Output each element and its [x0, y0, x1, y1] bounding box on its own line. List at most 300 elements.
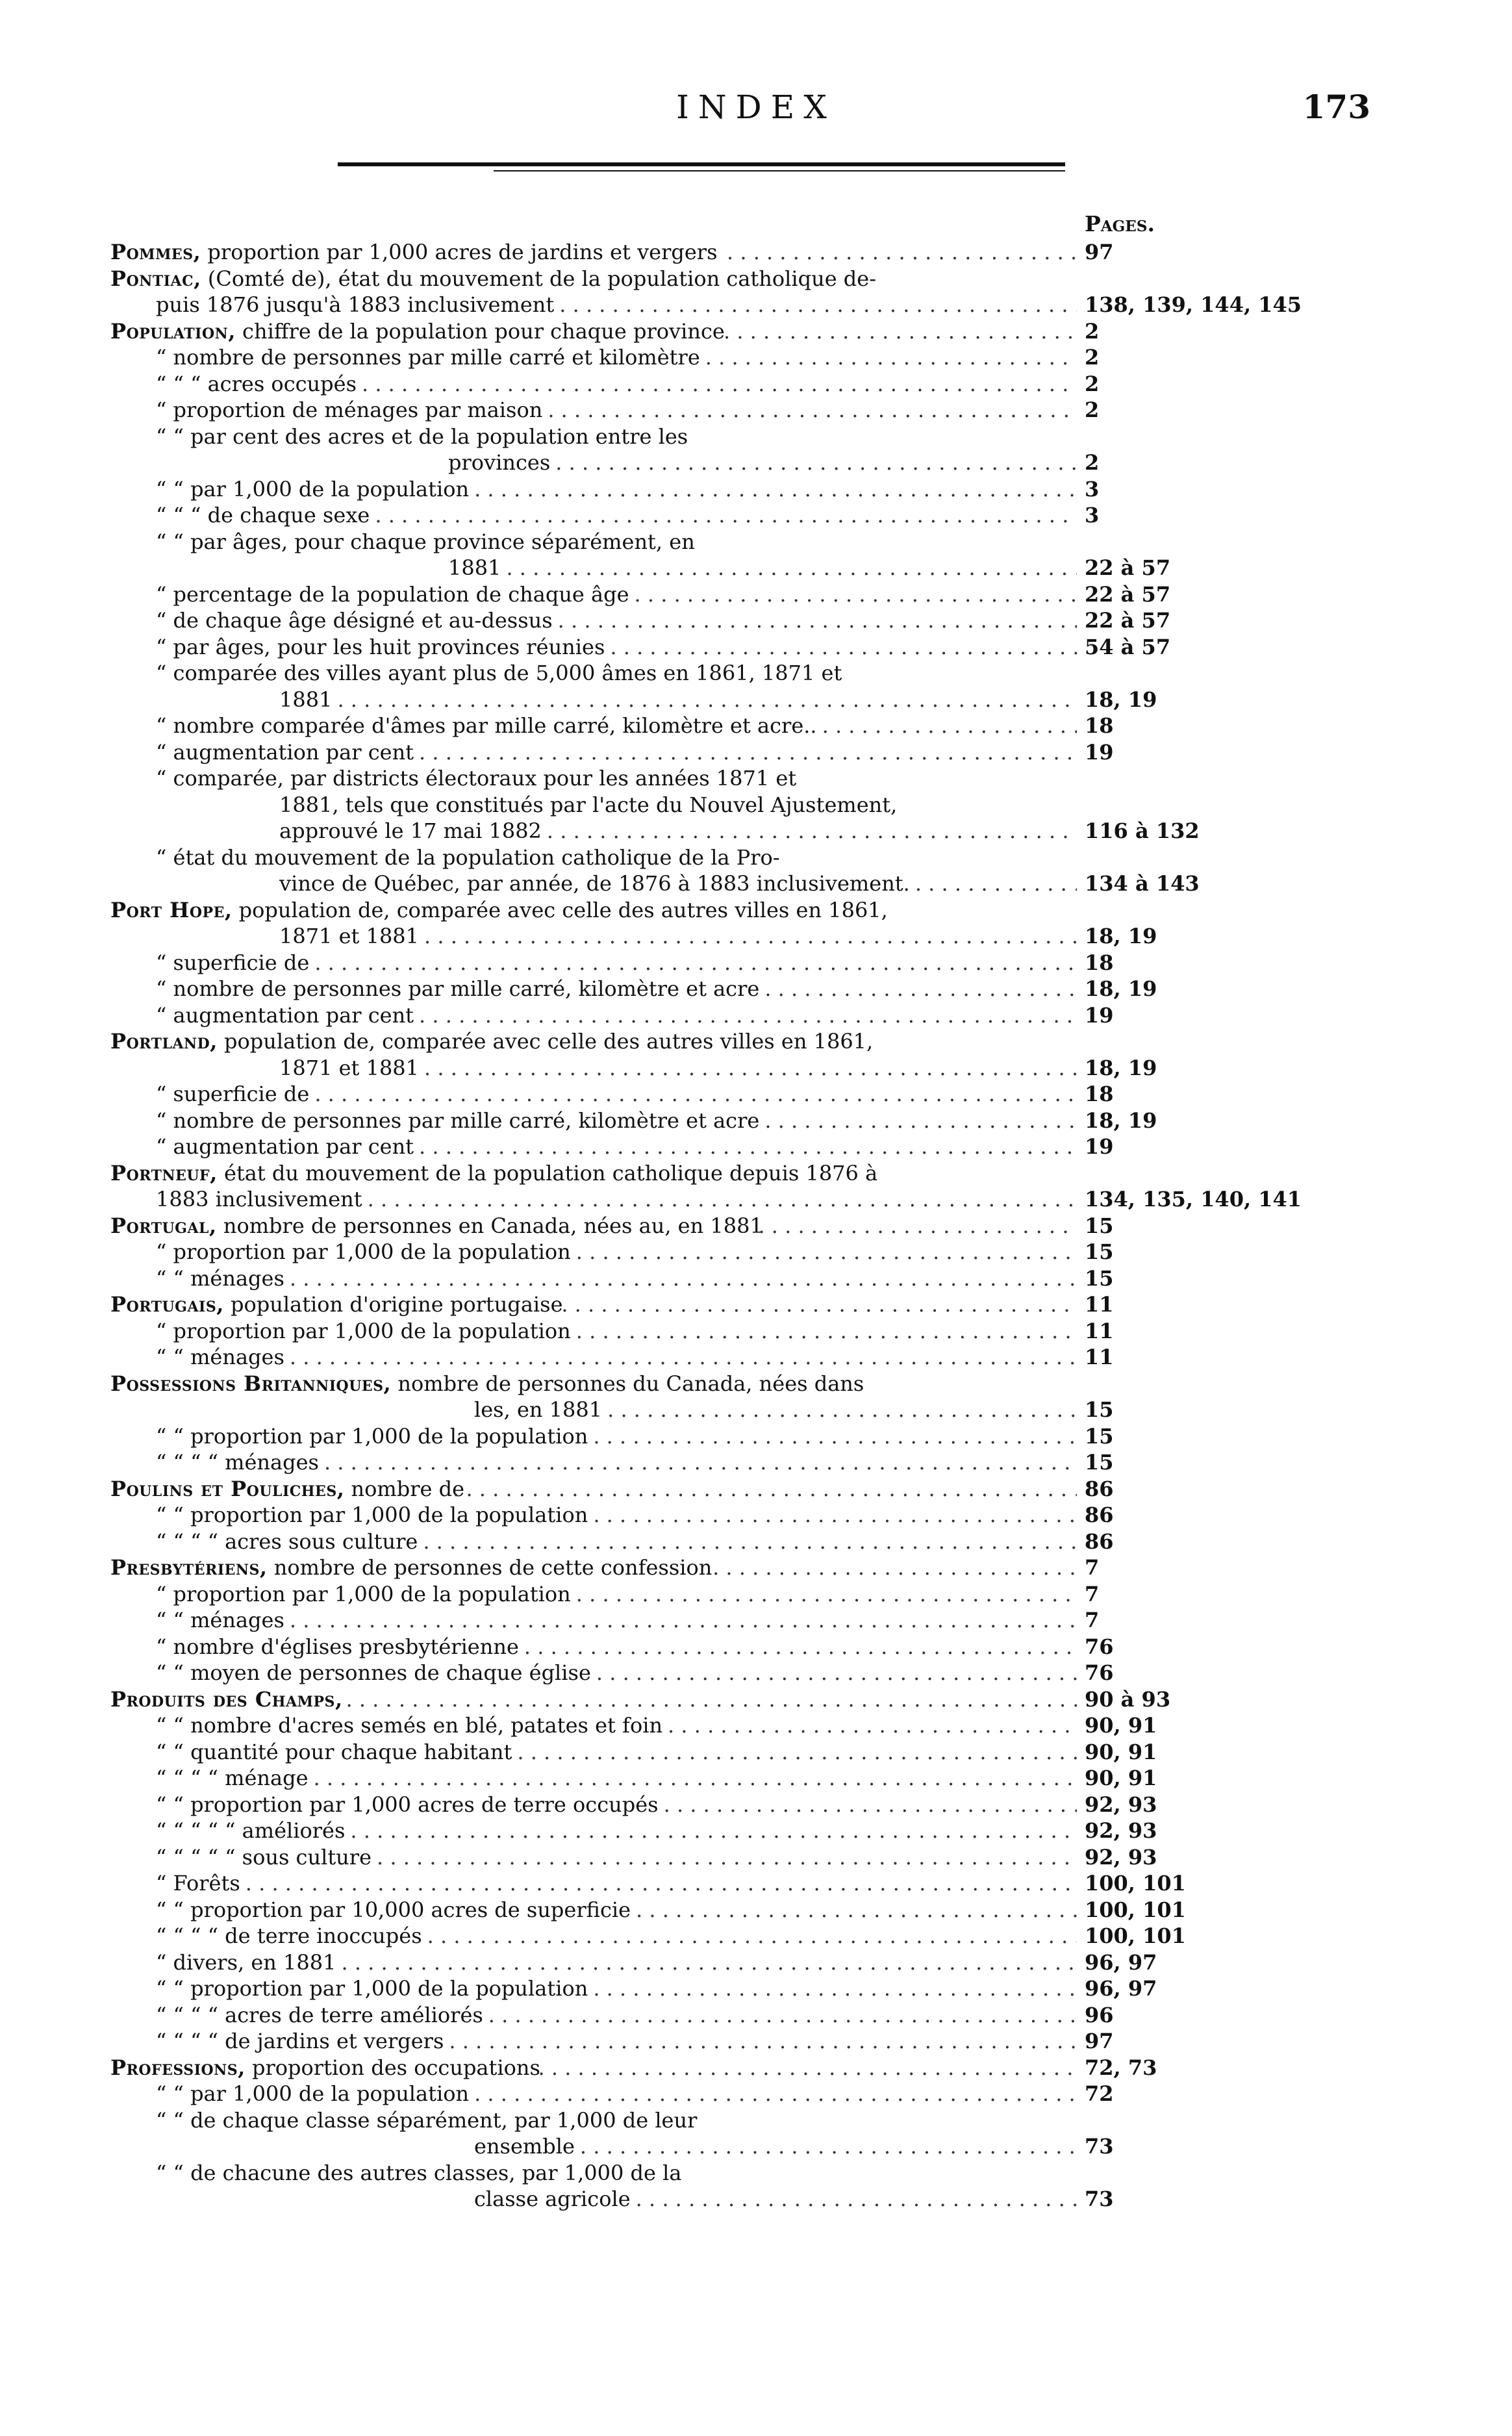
entry-pages: 22 à 57	[1085, 555, 1171, 580]
entry-pages: 54 à 57	[1085, 634, 1171, 659]
entry-description: “ “ de chaque classe séparément, par 1,000 de leur	[156, 2107, 698, 2133]
entry-description: “ “ par cent des acres et de la population entre les	[156, 424, 688, 449]
entry-description: “ par âges, pour les huit provinces réunies	[156, 634, 605, 659]
entry-description: “ “ “ “ de jardins et vergers	[156, 2029, 444, 2053]
leader-dots	[368, 1186, 1077, 1213]
entry-heading: Population,	[110, 318, 236, 344]
entry-pages: 73	[1085, 2134, 1114, 2159]
index-entry	[110, 1002, 1254, 1029]
entry-description: “ comparée des villes ayant plus de 5,000 âmes en 1861, 1871 et	[156, 661, 842, 685]
entry-pages: 3	[1085, 476, 1100, 501]
index-entry	[110, 1923, 1254, 1949]
leader-dots	[488, 2002, 1077, 2029]
entry-description: population d'origine portugaise	[231, 1292, 563, 1317]
entry-pages: 7	[1085, 1581, 1100, 1606]
leader-dots	[727, 239, 1077, 266]
leader-dots	[712, 1554, 1077, 1581]
index-entry	[110, 1975, 1254, 2002]
entry-description: “ “ proportion par 1,000 de la population	[156, 1976, 588, 2001]
index-entry	[110, 1686, 1254, 1713]
entry-text	[156, 344, 700, 371]
entry-description: “ de chaque âge désigné et au-dessus	[156, 608, 553, 633]
leader-dots	[576, 1318, 1077, 1345]
leader-dots	[635, 581, 1077, 608]
entry-text	[110, 318, 725, 345]
entry-description: ensemble	[474, 2134, 575, 2159]
leader-dots	[664, 1792, 1077, 1818]
entry-text	[156, 1449, 319, 1476]
index-entry	[110, 687, 1254, 713]
entry-text	[156, 397, 542, 424]
entry-pages: 134 à 143	[1085, 871, 1200, 896]
index-entry	[110, 1344, 1254, 1371]
entry-pages: 15	[1085, 1239, 1114, 1264]
entry-pages: 86	[1085, 1503, 1114, 1527]
entry-description: “ “ “ “ acres de terre améliorés	[156, 2002, 483, 2027]
entry-text	[279, 687, 332, 713]
entry-text	[110, 1686, 343, 1713]
leader-dots	[593, 1502, 1077, 1529]
leader-dots	[548, 397, 1077, 424]
entry-pages: 134, 135, 140, 141	[1085, 1187, 1302, 1212]
entry-pages: 22 à 57	[1085, 608, 1171, 633]
header-rule	[338, 162, 1065, 166]
entry-description: “ augmentation par cent	[156, 739, 414, 765]
index-entry	[110, 555, 1254, 581]
entry-text	[156, 529, 695, 555]
entry-text	[156, 1818, 345, 1844]
entry-heading: Poulins et Pouliches,	[110, 1476, 345, 1501]
index-entry	[110, 2133, 1254, 2160]
entry-text	[474, 1397, 602, 1423]
entry-description: “ “ “ “ ménage	[156, 1766, 309, 1790]
leader-dots	[576, 1581, 1077, 1608]
entry-text	[156, 1529, 418, 1555]
index-entries	[110, 239, 1302, 2213]
entry-heading: Portugal,	[110, 1213, 217, 1238]
index-entry	[110, 1265, 1254, 1292]
entry-description: les, en 1881	[474, 1397, 603, 1422]
entry-text	[156, 1502, 588, 1529]
entry-pages: 22 à 57	[1085, 581, 1171, 607]
entry-pages: 11	[1085, 1345, 1114, 1369]
index-entry	[110, 344, 1254, 371]
index-entry	[110, 2186, 1254, 2213]
index-entry	[110, 424, 1254, 450]
entry-text	[110, 1028, 873, 1055]
entry-text	[110, 1160, 877, 1187]
entry-text	[156, 844, 780, 871]
index-entry	[110, 660, 1254, 687]
entry-text	[156, 1792, 659, 1818]
entry-text	[110, 239, 718, 266]
entry-text	[156, 292, 554, 318]
entry-description: “ proportion de ménages par maison	[156, 398, 543, 422]
entry-pages: 92, 93	[1085, 1792, 1157, 1817]
leader-dots	[350, 1818, 1077, 1844]
index-entry	[110, 1581, 1254, 1608]
entry-text	[448, 450, 550, 476]
entry-description: “ “ moyen de personnes de chaque église	[156, 1660, 591, 1685]
index-entry	[110, 897, 1254, 924]
leader-dots	[290, 1344, 1077, 1371]
index-entry	[110, 818, 1254, 844]
entry-pages: 2	[1085, 371, 1100, 396]
index-entry	[110, 292, 1302, 318]
entry-text	[156, 1870, 240, 1897]
index-entry	[110, 371, 1254, 398]
entry-pages: 7	[1085, 1555, 1100, 1580]
entry-heading: Presbytériens,	[110, 1555, 268, 1580]
index-entry	[110, 739, 1254, 766]
entry-pages: 96, 97	[1085, 1976, 1157, 2001]
index-entry	[110, 950, 1254, 976]
entry-description: “ “ par 1,000 de la population	[156, 476, 470, 501]
leader-dots	[636, 2186, 1077, 2213]
entry-heading: Professions,	[110, 2055, 246, 2080]
leader-dots	[758, 1213, 1077, 1239]
leader-dots	[246, 1870, 1077, 1897]
entry-description: “ “ proportion par 10,000 acres de superficie	[156, 1897, 631, 1922]
entry-text	[156, 2028, 444, 2055]
entry-text	[110, 897, 888, 924]
entry-description: “ nombre de personnes par mille carré et kilomètre	[156, 345, 700, 370]
index-entry	[110, 476, 1254, 503]
index-entry	[110, 2160, 1254, 2187]
entry-description: “ augmentation par cent	[156, 1002, 414, 1028]
leader-dots	[474, 2081, 1077, 2107]
index-entry	[110, 1607, 1254, 1634]
entry-text	[156, 1134, 414, 1160]
entry-pages: 90, 91	[1085, 1739, 1157, 1764]
leader-dots	[314, 1081, 1077, 1108]
entry-description: “ “ par 1,000 de la population	[156, 2081, 470, 2106]
entry-description: “ “ “ “ de terre inoccupés	[156, 1923, 422, 1948]
leader-dots	[423, 1529, 1077, 1555]
entry-description: “ comparée, par districts électoraux pour les années 1871 et	[156, 766, 797, 791]
entry-text	[156, 581, 629, 608]
leader-dots	[506, 555, 1077, 581]
index-entry	[110, 844, 1254, 871]
entry-description: “ nombre d'églises presbytérienne	[156, 1634, 519, 1659]
entry-text	[156, 2107, 697, 2134]
entry-pages: 2	[1085, 345, 1100, 370]
entry-pages: 11	[1085, 1292, 1114, 1317]
entry-pages: 90, 91	[1085, 1713, 1157, 1738]
entry-pages: 100, 101	[1085, 1897, 1186, 1922]
leader-dots	[576, 1239, 1077, 1265]
index-entry	[110, 2055, 1254, 2081]
entry-text	[156, 2160, 681, 2187]
index-entry	[110, 870, 1254, 897]
entry-text	[110, 1291, 563, 1318]
entry-description: “ “ “ acres occupés	[156, 371, 357, 396]
leader-dots	[362, 371, 1077, 398]
index-entry	[110, 1108, 1254, 1134]
entry-pages: 15	[1085, 1450, 1114, 1475]
index-entry	[110, 397, 1254, 424]
entry-pages: 15	[1085, 1423, 1114, 1449]
entry-text	[474, 2186, 631, 2213]
entry-text	[156, 1949, 336, 1976]
entry-text	[279, 1055, 419, 1082]
index-entry	[110, 923, 1254, 950]
entry-heading: Pommes,	[110, 240, 201, 264]
entry-pages: 18	[1085, 1082, 1114, 1106]
entry-pages: 19	[1085, 1002, 1114, 1028]
leader-dots	[547, 818, 1077, 844]
leader-dots	[607, 1397, 1077, 1423]
entry-pages: 15	[1085, 1397, 1114, 1422]
entry-text	[156, 660, 842, 687]
index-entry	[110, 2081, 1254, 2107]
entry-text	[110, 1371, 864, 1397]
entry-description: “ augmentation par cent	[156, 1134, 414, 1159]
index-entry	[110, 2002, 1254, 2029]
entry-text	[156, 1660, 591, 1686]
leader-dots	[290, 1265, 1077, 1292]
entry-description: 1871 et 1881	[279, 924, 420, 948]
entry-text	[279, 870, 910, 897]
entry-description: (Comté de), état du mouvement de la population catholique de-	[207, 266, 877, 291]
index-entry	[110, 1476, 1254, 1503]
leader-dots	[610, 634, 1077, 661]
entry-description: 1871 et 1881	[279, 1055, 420, 1080]
page-number: 173	[1302, 88, 1370, 126]
entry-description: “ proportion par 1,000 de la population	[156, 1239, 571, 1264]
entry-description: population de, comparée avec celle des autres villes en 1861,	[224, 1029, 874, 1054]
entry-description: “ “ ménages	[156, 1608, 284, 1632]
entry-pages: 116 à 132	[1085, 818, 1200, 843]
entry-pages: 92, 93	[1085, 1818, 1157, 1843]
entry-text	[156, 1186, 362, 1213]
index-entry	[110, 634, 1254, 661]
entry-text	[156, 424, 688, 450]
index-entry	[110, 1186, 1302, 1213]
entry-pages: 18, 19	[1085, 924, 1157, 948]
entry-text	[448, 555, 501, 581]
entry-pages: 73	[1085, 2187, 1114, 2211]
leader-dots	[561, 1291, 1077, 1318]
entry-text	[279, 818, 542, 844]
entry-heading: Portugais,	[110, 1292, 224, 1317]
entry-pages: 76	[1085, 1634, 1114, 1659]
entry-text	[156, 1923, 422, 1949]
header-rule-thin	[494, 170, 1065, 171]
entry-description: “ nombre de personnes par mille carré, kilomètre et acre	[156, 1108, 760, 1133]
entry-pages: 96	[1085, 2002, 1114, 2027]
entry-text	[156, 950, 309, 976]
entry-pages: 2	[1085, 398, 1100, 422]
entry-text	[110, 266, 876, 292]
entry-heading: Port Hope,	[110, 897, 233, 922]
entry-description: “ proportion par 1,000 de la population	[156, 1581, 571, 1606]
leader-dots	[427, 1923, 1077, 1949]
leader-dots	[559, 292, 1077, 318]
leader-dots	[419, 1134, 1077, 1160]
entry-description: “ “ proportion par 1,000 de la population	[156, 1503, 588, 1527]
entry-description: “ “ quantité pour chaque habitant	[156, 1739, 512, 1764]
entry-description: proportion par 1,000 acres de jardins et vergers	[207, 240, 718, 264]
entry-description: “ “ nombre d'acres semés en blé, patates et foin	[156, 1713, 663, 1738]
index-entry	[110, 1423, 1254, 1450]
entry-description: “ superficie de	[156, 950, 310, 975]
entry-description: “ “ “ “ “ sous culture	[156, 1844, 372, 1870]
leader-dots	[517, 1739, 1077, 1766]
leader-dots	[764, 976, 1077, 1002]
entry-text	[156, 2002, 483, 2029]
entry-description: “ divers, en 1881	[156, 1949, 336, 1975]
entry-pages: 90, 91	[1085, 1766, 1157, 1790]
entry-text	[156, 371, 357, 398]
entry-pages: 100, 101	[1085, 1871, 1186, 1896]
leader-dots	[375, 502, 1077, 529]
leader-dots	[314, 950, 1077, 976]
entry-description: 1881	[279, 687, 333, 712]
entry-description: “ “ “ de chaque sexe	[156, 503, 370, 527]
index-entry	[110, 1160, 1254, 1187]
entry-pages: 138, 139, 144, 145	[1085, 292, 1302, 317]
index-entry	[110, 792, 1254, 818]
index-entry	[110, 713, 1254, 739]
leader-dots	[419, 1002, 1077, 1029]
entry-description: nombre de personnes du Canada, nées dans	[397, 1371, 864, 1396]
entry-text	[110, 1213, 763, 1239]
entry-text	[279, 923, 419, 950]
entry-pages: 72, 73	[1085, 2055, 1157, 2080]
index-entry	[110, 1239, 1254, 1265]
entry-description: “ “ par âges, pour chaque province séparément, en	[156, 529, 695, 554]
entry-heading: Produits des Champs,	[110, 1686, 343, 1712]
index-entry	[110, 1634, 1254, 1660]
entry-description: provinces	[448, 450, 551, 475]
entry-text	[156, 1739, 512, 1766]
entry-pages: 2	[1085, 318, 1100, 344]
leader-dots	[705, 344, 1077, 371]
entry-description: “ nombre comparée d'âmes par mille carré, kilomètre et acre..	[156, 713, 817, 738]
entry-pages: 18, 19	[1085, 687, 1157, 712]
leader-dots	[593, 1975, 1077, 2002]
entry-text	[156, 634, 605, 661]
entry-description: “ Forêts	[156, 1871, 240, 1896]
index-entry	[110, 2107, 1254, 2134]
entry-description: 1881, tels que constitués par l'acte du Nouvel Ajustement,	[279, 792, 898, 817]
leader-dots	[915, 870, 1077, 897]
index-entry	[110, 1739, 1254, 1766]
index-entry	[110, 1529, 1254, 1555]
index-entry	[110, 1818, 1254, 1844]
entry-text	[156, 1081, 309, 1108]
entry-heading: Portneuf,	[110, 1160, 218, 1186]
index-entry	[110, 581, 1254, 608]
entry-description: “ percentage de la population de chaque âge	[156, 581, 629, 607]
index-entry	[110, 1291, 1254, 1318]
entry-description: nombre de personnes en Canada, nées au, en 1881	[223, 1213, 763, 1238]
entry-description: “ “ “ “ “ améliorés	[156, 1818, 346, 1843]
leader-dots	[346, 1686, 1077, 1713]
index-entry	[110, 502, 1254, 529]
entry-text	[156, 1002, 414, 1029]
entry-text	[156, 1318, 571, 1345]
leader-dots	[593, 1423, 1077, 1450]
index-entry	[110, 1502, 1254, 1529]
entry-description: “ état du mouvement de la population catholique de la Pro-	[156, 844, 780, 870]
entry-text	[156, 1897, 631, 1923]
entry-pages: 92, 93	[1085, 1844, 1157, 1870]
entry-text	[156, 976, 759, 1002]
leader-dots	[424, 1055, 1077, 1082]
index-entry	[110, 976, 1254, 1002]
leader-dots	[314, 1765, 1077, 1792]
leader-dots	[524, 1634, 1077, 1660]
leader-dots	[668, 1712, 1077, 1739]
leader-dots	[449, 2028, 1077, 2055]
leader-dots	[555, 450, 1077, 476]
entry-text	[156, 1765, 309, 1792]
leader-dots	[580, 2133, 1077, 2160]
leader-dots	[822, 713, 1077, 739]
entry-text	[156, 476, 469, 503]
leader-dots	[474, 476, 1077, 503]
entry-pages: 7	[1085, 1608, 1100, 1632]
entry-pages: 90 à 93	[1085, 1686, 1171, 1712]
index-entry	[110, 765, 1254, 792]
entry-text	[156, 1581, 571, 1608]
leader-dots	[558, 607, 1077, 634]
entry-pages: 18	[1085, 713, 1114, 738]
entry-description: état du mouvement de la population catholique depuis 1876 à	[224, 1160, 878, 1186]
entry-pages: 19	[1085, 739, 1114, 765]
entry-description: “ superficie de	[156, 1082, 310, 1106]
entry-description: “ nombre de personnes par mille carré, kilomètre et acre	[156, 976, 760, 1001]
entry-text	[110, 2055, 540, 2081]
entry-pages: 96, 97	[1085, 1949, 1157, 1975]
entry-pages: 76	[1085, 1660, 1114, 1685]
entry-text	[156, 1344, 284, 1371]
entry-pages: 18, 19	[1085, 1055, 1157, 1080]
leader-dots	[538, 2055, 1077, 2081]
index-entry	[110, 1134, 1254, 1160]
index-entry	[110, 239, 1254, 266]
leader-dots	[764, 1108, 1077, 1134]
entry-pages: 19	[1085, 1134, 1114, 1159]
entry-description: “ “ proportion par 1,000 acres de terre occupés	[156, 1792, 659, 1817]
index-entry	[110, 1028, 1254, 1055]
entry-description: nombre de personnes de cette confession	[273, 1555, 712, 1580]
entry-description: “ proportion par 1,000 de la population	[156, 1318, 571, 1343]
entry-pages: 100, 101	[1085, 1923, 1186, 1948]
entry-pages: 11	[1085, 1318, 1114, 1343]
entry-description: approuvé le 17 mai 1882	[279, 818, 542, 843]
entry-pages: 97	[1085, 240, 1114, 264]
index-entry	[110, 1765, 1254, 1792]
pages-column-label: Pages.	[1085, 211, 1155, 236]
entry-text	[156, 502, 370, 529]
leader-dots	[636, 1897, 1077, 1923]
entry-text	[156, 1265, 284, 1292]
entry-text	[156, 1712, 662, 1739]
entry-heading: Possessions Britanniques,	[110, 1371, 392, 1396]
entry-text	[156, 2081, 469, 2107]
index-entry	[110, 1318, 1254, 1345]
index-entry	[110, 1371, 1254, 1397]
index-entry	[110, 1712, 1254, 1739]
entry-text	[156, 1607, 284, 1634]
leader-dots	[424, 923, 1077, 950]
entry-text	[110, 1476, 464, 1503]
entry-text	[156, 739, 414, 766]
entry-pages: 86	[1085, 1529, 1114, 1554]
